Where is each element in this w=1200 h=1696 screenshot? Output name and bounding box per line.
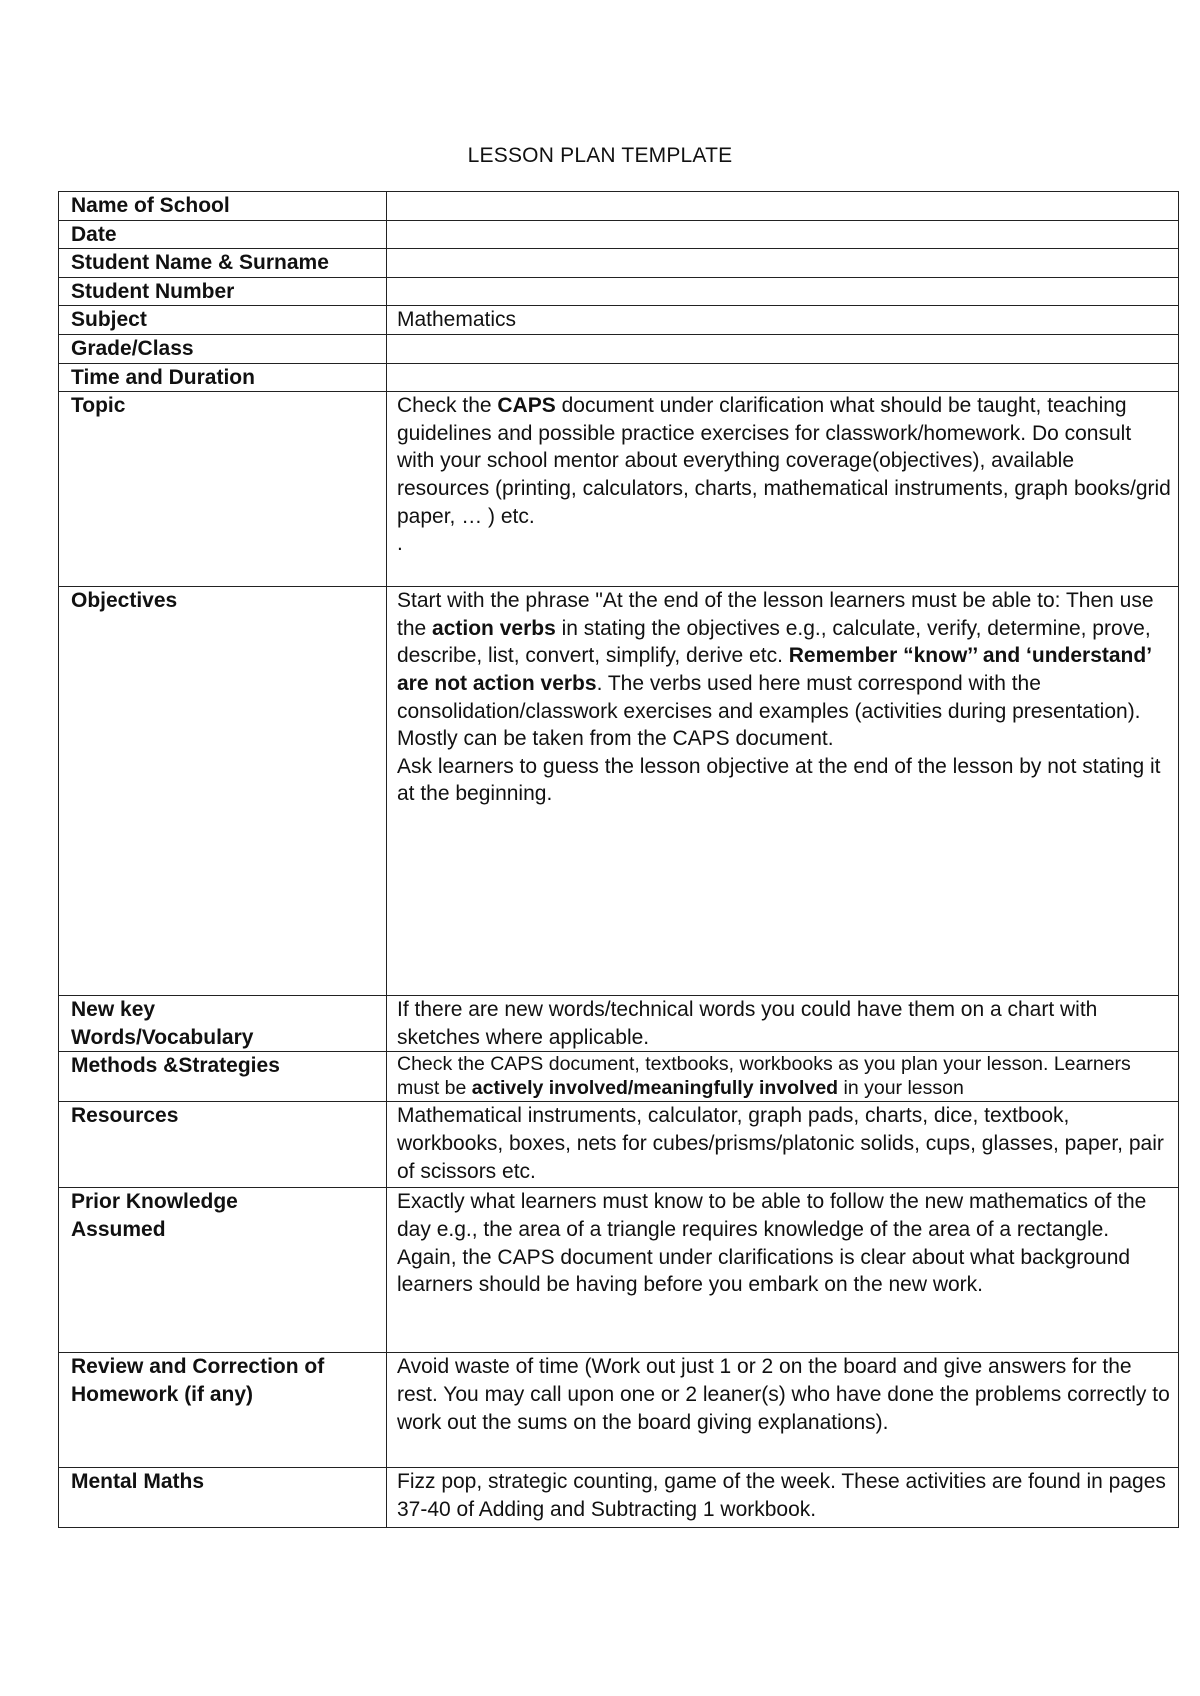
label-vocabulary-line-1: New key	[71, 998, 156, 1022]
label-student-number: Student Number	[59, 277, 387, 306]
value-student-number[interactable]	[387, 277, 1179, 306]
objectives-text-4: Ask learners to guess the lesson objective at the end of the lesson by not stating it at the beginning.	[397, 754, 1161, 806]
value-resources[interactable]: Mathematical instruments, calculator, graph pads, charts, dice, textbook, workbooks, boxes, nets for cubes/prisms/platonic solids, cups, glasses, paper, pair of scissors etc.	[387, 1102, 1179, 1188]
value-prior-knowledge[interactable]: Exactly what learners must know to be able to follow the new mathematics of the day e.g., the area of a triangle requires knowledge of the area of a rectangle. Again, the CAPS document under clarifications is clear about what background learners should be having before you embark on the new work.	[387, 1188, 1179, 1353]
row-topic	[59, 392, 1179, 587]
value-date[interactable]	[387, 220, 1179, 249]
row-resources	[59, 1102, 1179, 1188]
row-objectives	[59, 587, 1179, 996]
value-objectives[interactable]	[387, 587, 1179, 996]
label-resources: Resources	[59, 1102, 387, 1188]
label-review-line-2: Homework (if any)	[71, 1382, 254, 1406]
row-grade-class	[59, 334, 1179, 363]
label-name-of-school: Name of School	[59, 192, 387, 221]
label-methods: Methods &Strategies	[59, 1052, 387, 1102]
label-vocabulary-line-2: Words/Vocabulary	[71, 1025, 254, 1049]
objectives-action-verbs-bold: action verbs	[432, 616, 556, 640]
row-name-of-school	[59, 192, 1179, 221]
row-time-duration	[59, 363, 1179, 392]
row-review-homework	[59, 1353, 1179, 1468]
label-grade-class: Grade/Class	[59, 334, 387, 363]
value-grade-class[interactable]	[387, 334, 1179, 363]
objectives-text-3: . The verbs used here must correspond with the consolidation/classwork exercises and examples (activities during presentation). Mostly can be taken from the CAPS document.	[397, 671, 1141, 751]
label-time-duration: Time and Duration	[59, 363, 387, 392]
methods-text-2: in your lesson	[838, 1077, 964, 1100]
label-mental-maths: Mental Maths	[59, 1468, 387, 1528]
row-mental-maths	[59, 1468, 1179, 1528]
row-vocabulary	[59, 996, 1179, 1052]
value-mental-maths[interactable]: Fizz pop, strategic counting, game of the week. These activities are found in pages 37-40 of Adding and Subtracting 1 workbook.	[387, 1468, 1179, 1528]
objectives-text-1: Start with the phrase "At the end of the lesson learners must be able to: Then use the	[397, 589, 1154, 640]
value-review-homework[interactable]: Avoid waste of time (Work out just 1 or 2 on the board and give answers for the rest. You may call upon one or 2 leaner(s) who have done the problems correctly to work out the sums on the board giving explanations).	[387, 1353, 1179, 1468]
label-student-name: Student Name & Surname	[59, 249, 387, 278]
label-review-homework	[59, 1353, 387, 1468]
value-methods[interactable]	[387, 1052, 1179, 1102]
methods-text-1: Check the CAPS document, textbooks, workbooks as you plan your lesson. Learners must be	[397, 1053, 1131, 1100]
row-date	[59, 220, 1179, 249]
label-date: Date	[59, 220, 387, 249]
label-objectives: Objectives	[59, 587, 387, 996]
row-prior-knowledge	[59, 1188, 1179, 1353]
label-prior-line-2: Assumed	[71, 1217, 166, 1241]
topic-text-2: document under clarification what should be taught, teaching guidelines and possible practice exercises for classwork/homework. Do consult with your school mentor about everything coverage(objectives), available resources (printing, calculators, charts, mathematical instruments, graph books/grid paper, … ) etc.	[397, 394, 1171, 528]
row-methods	[59, 1052, 1179, 1102]
document-title: LESSON PLAN TEMPLATE	[467, 144, 733, 167]
value-student-name[interactable]	[387, 249, 1179, 278]
objectives-remember-bold: Remember “know’’ and ‘understand’ are not action verbs	[397, 644, 1151, 695]
methods-involved-bold: actively involved/meaningfully involved	[471, 1077, 839, 1100]
value-vocabulary[interactable]: If there are new words/technical words you could have them on a chart with sketches where applicable.	[387, 996, 1179, 1052]
lesson-plan-table	[58, 191, 1179, 1528]
row-student-number	[59, 277, 1179, 306]
label-subject: Subject	[59, 306, 387, 335]
value-topic[interactable]	[387, 392, 1179, 587]
label-prior-knowledge	[59, 1188, 387, 1353]
row-student-name	[59, 249, 1179, 278]
value-name-of-school[interactable]	[387, 192, 1179, 221]
label-prior-line-1: Prior Knowledge	[71, 1190, 238, 1214]
topic-text-3: .	[397, 532, 403, 556]
label-topic: Topic	[59, 392, 387, 587]
objectives-text-2: in stating the objectives e.g., calculate, verify, determine, prove, describe, list, convert, simplify, derive etc.	[397, 616, 1151, 668]
topic-text-1: Check the	[397, 394, 498, 418]
label-vocabulary	[59, 996, 387, 1052]
value-time-duration[interactable]	[387, 363, 1179, 392]
label-review-line-1: Review and Correction of	[71, 1355, 325, 1379]
topic-caps-bold: CAPS	[497, 394, 556, 418]
row-subject	[59, 306, 1179, 335]
value-subject[interactable]: Mathematics	[387, 306, 1179, 335]
